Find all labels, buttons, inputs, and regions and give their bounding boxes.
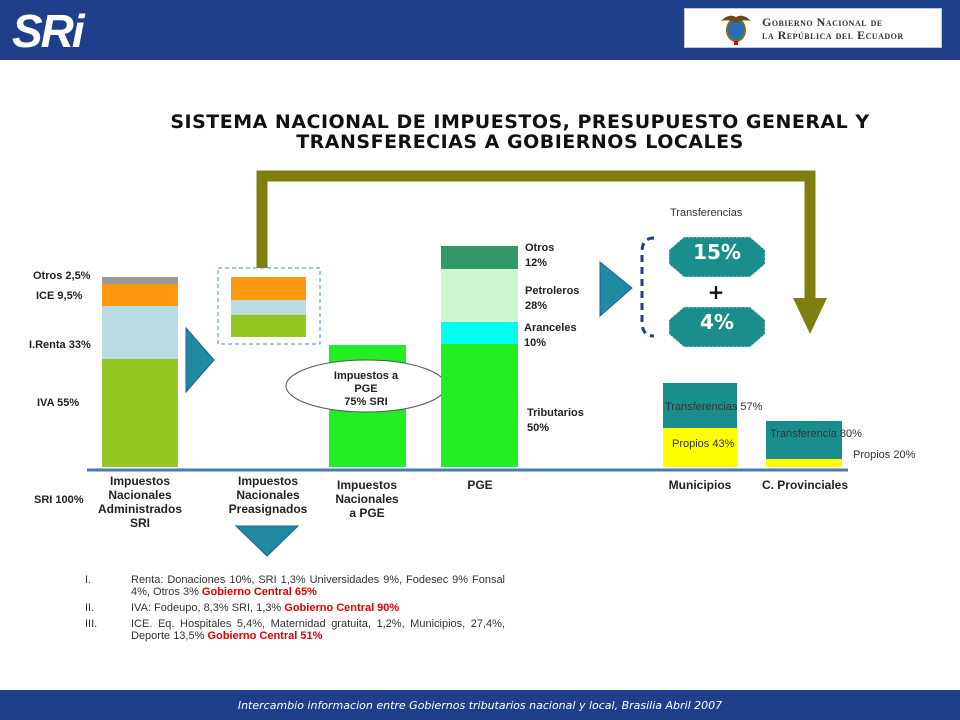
olive-arrow-head [793, 298, 827, 334]
xlabel-pge: PGE [467, 478, 493, 492]
xlabel-bar3-line2: Nacionales [335, 492, 399, 506]
right-triangle-arrow-2 [600, 262, 632, 316]
label-otros-25: Otros 2,5% [33, 270, 91, 282]
transferencias-title: Transferencias [670, 207, 743, 219]
bar4-tributarios [441, 344, 518, 467]
label-pge-otros [525, 241, 554, 271]
label-pge-otros-pct: 12% [525, 257, 548, 269]
xlabel-bar1-line3: Administrados [97, 502, 182, 516]
label-pge-aranceles-name: Aranceles [524, 322, 577, 334]
bar1-iva [102, 359, 178, 467]
label-pge-petroleros-pct: 28% [525, 300, 548, 312]
note-text [131, 602, 399, 614]
sri-logo: SRi [12, 5, 83, 57]
note-text [131, 618, 505, 642]
dashed-bracket [642, 238, 654, 336]
right-triangle-arrow-1 [186, 328, 214, 392]
label-pge-petroleros [525, 284, 579, 314]
note-text [131, 574, 505, 598]
label-pge-tributarios-name: Tributarios [527, 407, 584, 419]
provinciales-transferencia-label: Transferencia 80% [770, 428, 862, 440]
xlabel-bar2-line3: Preasignados [228, 502, 308, 516]
label-pge-aranceles-pct: 10% [524, 337, 547, 349]
note-number: III. [85, 618, 98, 630]
xlabel-bar2-line1: Impuestos [237, 474, 298, 488]
badge-4-text: 4% [700, 310, 734, 334]
badge-15-text: 15% [693, 240, 741, 264]
bar1-ice [102, 284, 178, 306]
title-line2: TRANSFERECIAS A GOBIERNOS LOCALES [296, 131, 744, 153]
oval-line2: 75% SRI [344, 396, 388, 408]
down-triangle-arrow [236, 526, 298, 556]
note-highlight: Gobierno Central 65% [201, 586, 317, 598]
bar2-ice [231, 277, 306, 300]
note-highlight: Gobierno Central 90% [284, 602, 400, 614]
oval-line1: Impuestos a PGE [333, 370, 399, 395]
municipios-propios-label: Propios 43% [672, 438, 735, 450]
label-sri-100: SRI 100% [34, 494, 84, 506]
label-pge-tributarios [527, 406, 584, 436]
label-pge-petroleros-name: Petroleros [525, 285, 580, 297]
label-pge-tributarios-pct: 50% [527, 422, 550, 434]
xlabel-bar1 [90, 474, 190, 530]
footer-text: Intercambio informacion entre Gobiernos tributarios nacional y local, Brasilia Abril 2007 [237, 699, 723, 712]
title-line1: SISTEMA NACIONAL DE IMPUESTOS, PRESUPUESTO GENERAL Y [170, 111, 870, 133]
note-text-body: IVA: Fodeupo, 8,3% SRI, 1,3% [131, 602, 282, 614]
note-text-body: ICE. Eq. Hospitales 5,4%, Maternidad gratuita, 1,2%, Municipios, 27,4%, Deporte 13,5% [131, 618, 505, 642]
xlabel-bar3-line3: a PGE [349, 506, 385, 520]
provinciales-transferencia [766, 421, 842, 459]
gobierno-line1: Gobierno Nacional de [762, 15, 883, 29]
municipios-transferencias-label: Transferencias 57% [665, 401, 763, 413]
provinciales-propios-label: Propios 20% [853, 449, 916, 461]
xlabel-bar2 [218, 474, 318, 516]
note-item [85, 618, 505, 642]
note-item [85, 602, 505, 614]
bar4-aranceles [441, 322, 518, 344]
provinciales-propios [766, 459, 842, 467]
bar4-otros [441, 246, 518, 269]
label-iva-55: IVA 55% [37, 397, 80, 409]
bar2-renta [231, 300, 306, 315]
note-number: I. [85, 574, 92, 586]
xlabel-bar1-line1: Impuestos [109, 474, 170, 488]
bar2-iva [231, 315, 306, 337]
oval-text [322, 370, 410, 409]
note-number: II. [85, 602, 95, 614]
note-item [85, 574, 505, 598]
plus-sign: + [707, 280, 725, 304]
label-renta-33: I.Renta 33% [29, 339, 91, 351]
xlabel-provinciales: C. Provinciales [761, 478, 849, 492]
gobierno-line2: la República del Ecuador [762, 28, 904, 42]
xlabel-bar3 [317, 478, 417, 520]
bar4-petroleros [441, 269, 518, 322]
note-highlight: Gobierno Central 51% [207, 630, 323, 642]
xlabel-bar3-line1: Impuestos [336, 478, 397, 492]
label-pge-otros-name: Otros [525, 242, 555, 254]
xlabel-bar1-line4: SRI [129, 516, 150, 530]
bar1-renta [102, 306, 178, 359]
bar1-otros [102, 277, 178, 284]
notes-list [85, 574, 505, 646]
xlabel-bar1-line2: Nacionales [108, 488, 172, 502]
note-text-body: Renta: Donaciones 10%, SRI 1,3% Universidades 9%, Fodesec 9% Fonsal 4%, Otros 3% [131, 574, 505, 598]
label-ice-95: ICE 9,5% [36, 290, 83, 302]
xlabel-municipios: Municipios [668, 478, 732, 492]
label-pge-aranceles [524, 321, 577, 351]
xlabel-bar2-line2: Nacionales [236, 488, 300, 502]
